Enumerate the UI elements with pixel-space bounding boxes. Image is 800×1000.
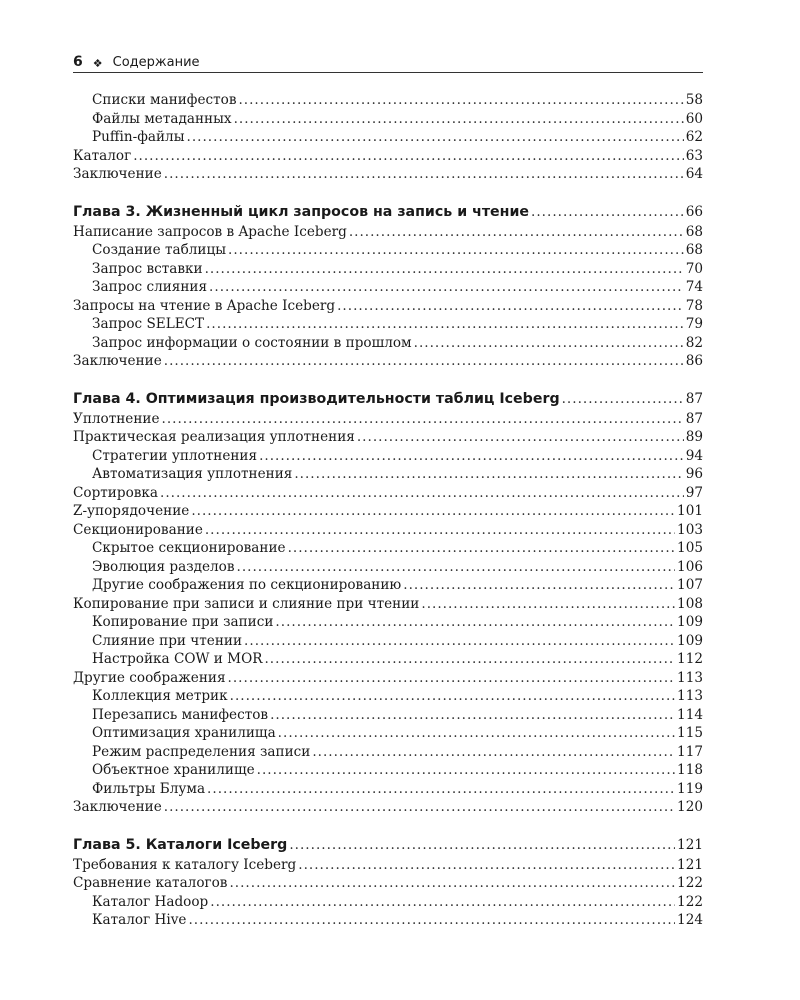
toc-page-number: 113 xyxy=(677,669,703,686)
toc-entry-title: Глава 4. Оптимизация производительности таблиц Iceberg xyxy=(73,390,560,407)
toc-page-number: 124 xyxy=(677,912,703,928)
toc-page-number: 86 xyxy=(685,353,703,369)
ornament-icon: ❖ xyxy=(92,57,103,70)
toc-entry-title: Уплотнение xyxy=(73,410,160,427)
toc-page-number: 97 xyxy=(685,484,703,501)
toc-entry-title: Сортировка xyxy=(73,484,159,501)
toc-page-number: 64 xyxy=(685,166,703,182)
dot-leader xyxy=(403,576,675,595)
toc-entry-title: Требования к каталогу Iceberg xyxy=(73,856,297,873)
dot-leader xyxy=(257,761,675,780)
toc-spacer xyxy=(73,184,703,202)
toc-entry[interactable] xyxy=(73,539,703,558)
dot-leader xyxy=(205,521,675,540)
dot-leader xyxy=(278,724,675,743)
toc-entry-title: Практическая реализация уплотнения xyxy=(73,429,355,445)
toc-page-number: 89 xyxy=(685,429,703,445)
toc-entry-title: Запрос слияния xyxy=(92,279,208,295)
toc-entry-title: Эволюция разделов xyxy=(92,558,235,575)
toc-entry[interactable] xyxy=(73,669,703,688)
dot-leader xyxy=(164,352,684,371)
toc-page-number: 94 xyxy=(685,447,703,464)
toc-entry[interactable] xyxy=(73,687,703,706)
toc-entry-title: Z-упорядочение xyxy=(73,503,190,519)
dot-leader xyxy=(229,874,675,893)
toc-entry-title: Списки манифестов xyxy=(92,92,237,108)
toc-entry[interactable] xyxy=(73,502,703,521)
dot-leader xyxy=(531,202,684,223)
toc-page-number: 122 xyxy=(677,875,703,891)
section-title: Содержание xyxy=(112,55,200,70)
dot-leader xyxy=(259,447,684,466)
toc-entry[interactable] xyxy=(73,743,703,762)
toc-entry-title: Оптимизация хранилища xyxy=(92,725,276,741)
dot-leader xyxy=(187,128,684,147)
dot-leader xyxy=(228,669,676,688)
dot-leader xyxy=(162,410,684,429)
toc-entry[interactable] xyxy=(73,297,703,316)
toc-chapter-entry[interactable] xyxy=(73,835,703,856)
toc-page-number: 74 xyxy=(685,279,703,295)
toc-page-number: 107 xyxy=(677,577,703,593)
dot-leader xyxy=(275,613,675,632)
toc-entry[interactable] xyxy=(73,706,703,725)
toc-page-number: 87 xyxy=(685,410,703,427)
toc-entry-title: Puffin-файлы xyxy=(92,129,185,145)
dot-leader xyxy=(234,110,684,129)
toc-entry[interactable] xyxy=(73,278,703,297)
toc-page-number: 121 xyxy=(677,836,703,853)
dot-leader xyxy=(228,241,684,260)
book-page xyxy=(73,48,703,930)
dot-leader xyxy=(312,743,675,762)
toc-entry[interactable] xyxy=(73,334,703,353)
toc-entry-title: Фильтры Блума xyxy=(92,780,206,797)
toc-page-number: 82 xyxy=(685,334,703,351)
dot-leader xyxy=(133,147,683,166)
toc-entry-title: Копирование при записи xyxy=(92,614,274,630)
toc-entry-title: Стратегии уплотнения xyxy=(92,447,258,464)
dot-leader xyxy=(421,595,675,614)
toc-entry[interactable] xyxy=(73,110,703,129)
toc-entry-title: Создание таблицы xyxy=(92,242,227,258)
running-header xyxy=(73,48,703,73)
dot-leader xyxy=(337,297,684,316)
toc-entry-title: Объектное хранилище xyxy=(92,762,255,778)
dot-leader xyxy=(160,484,684,503)
toc-entry-title: Другие соображения по секционированию xyxy=(92,577,402,593)
dot-leader xyxy=(205,260,684,279)
dot-leader xyxy=(288,539,675,558)
dot-leader xyxy=(164,798,675,817)
toc-entry[interactable] xyxy=(73,558,703,577)
toc-page-number: 63 xyxy=(685,147,703,164)
toc-entry-title: Заключение xyxy=(73,166,162,182)
toc-page-number: 58 xyxy=(685,92,703,108)
toc-entry-title: Режим распределения записи xyxy=(92,743,311,760)
toc-spacer xyxy=(73,817,703,835)
toc-entry[interactable] xyxy=(73,780,703,799)
toc-entry-title: Заключение xyxy=(73,799,162,815)
toc-page-number: 62 xyxy=(685,129,703,145)
toc-entry[interactable] xyxy=(73,465,703,484)
toc-entry[interactable] xyxy=(73,315,703,334)
dot-leader xyxy=(357,428,684,447)
toc-page-number: 121 xyxy=(677,856,703,873)
toc-entry-title: Сравнение каталогов xyxy=(73,875,228,891)
toc-page-number: 118 xyxy=(677,762,703,778)
dot-leader xyxy=(298,856,675,875)
toc-page-number: 117 xyxy=(677,743,703,760)
page-number: 6 xyxy=(73,54,83,70)
toc-page-number: 96 xyxy=(685,466,703,482)
toc-page-number: 101 xyxy=(677,503,703,519)
toc-spacer xyxy=(73,371,703,389)
toc-entry-title: Перезапись манифестов xyxy=(92,706,269,723)
dot-leader xyxy=(270,706,675,725)
toc-entry[interactable] xyxy=(73,128,703,147)
toc-entry[interactable] xyxy=(73,410,703,429)
toc-entry-title: Запрос информации о состоянии в прошлом xyxy=(92,334,412,351)
toc-entry-title: Каталог Hadoop xyxy=(92,893,209,910)
dot-leader xyxy=(264,650,675,669)
toc-page-number: 78 xyxy=(685,297,703,314)
toc-page-number: 114 xyxy=(677,706,703,723)
toc-entry-title: Другие соображения xyxy=(73,669,226,686)
toc-entry[interactable] xyxy=(73,724,703,743)
toc-chapter-entry[interactable] xyxy=(73,389,703,410)
toc-page-number: 109 xyxy=(677,632,703,649)
dot-leader xyxy=(237,558,676,577)
dot-leader xyxy=(294,465,683,484)
toc-entry[interactable] xyxy=(73,447,703,466)
toc-entry[interactable] xyxy=(73,484,703,503)
toc-entry[interactable] xyxy=(73,893,703,912)
toc-entry[interactable] xyxy=(73,874,703,893)
toc-entry-title: Коллекция метрик xyxy=(92,688,228,704)
toc-entry-title: Заключение xyxy=(73,353,162,369)
toc-entry-title: Запрос SELECT xyxy=(92,316,205,332)
dot-leader xyxy=(210,893,675,912)
dot-leader xyxy=(244,632,675,651)
dot-leader xyxy=(349,223,684,242)
toc-page-number: 109 xyxy=(677,614,703,630)
toc-entry[interactable] xyxy=(73,613,703,632)
toc-page-number: 66 xyxy=(685,203,703,220)
toc-entry[interactable] xyxy=(73,798,703,817)
dot-leader xyxy=(191,502,675,521)
toc-entry-title: Каталог xyxy=(73,147,132,164)
toc-page-number: 112 xyxy=(677,651,703,667)
toc-entry[interactable] xyxy=(73,147,703,166)
dot-leader xyxy=(414,334,684,353)
toc-entry-title: Слияние при чтении xyxy=(92,632,243,649)
toc-page-number: 60 xyxy=(685,110,703,127)
toc-page-number: 68 xyxy=(685,242,703,258)
toc-entry-title: Копирование при записи и слияние при чтении xyxy=(73,595,420,612)
toc-entry-title: Скрытое секционирование xyxy=(92,540,286,556)
toc-entry[interactable] xyxy=(73,91,703,110)
toc-entry[interactable] xyxy=(73,595,703,614)
toc-page-number: 122 xyxy=(677,893,703,910)
toc-page-number: 108 xyxy=(677,595,703,612)
dot-leader xyxy=(164,165,684,184)
toc-entry-title: Каталог Hive xyxy=(92,912,187,928)
toc-entry[interactable] xyxy=(73,165,703,184)
dot-leader xyxy=(289,835,675,856)
toc-entry[interactable] xyxy=(73,260,703,279)
toc-entry-title: Глава 5. Каталоги Iceberg xyxy=(73,836,288,853)
toc-entry-title: Написание запросов в Apache Iceberg xyxy=(73,223,347,240)
toc-entry[interactable] xyxy=(73,428,703,447)
toc-page-number: 106 xyxy=(677,558,703,575)
toc-page-number: 115 xyxy=(677,725,703,741)
toc-page-number: 103 xyxy=(677,521,703,538)
toc-entry-title: Глава 3. Жизненный цикл запросов на запись и чтение xyxy=(73,203,530,220)
toc-entry[interactable] xyxy=(73,521,703,540)
toc-page-number: 87 xyxy=(685,390,703,407)
dot-leader xyxy=(562,389,684,410)
dot-leader xyxy=(206,315,684,334)
toc-page-number: 119 xyxy=(677,780,703,797)
dot-leader xyxy=(238,91,683,110)
dot-leader xyxy=(207,780,675,799)
toc-page-number: 113 xyxy=(677,688,703,704)
table-of-contents xyxy=(73,91,703,930)
toc-chapter-entry[interactable] xyxy=(73,202,703,223)
toc-entry[interactable] xyxy=(73,241,703,260)
toc-entry[interactable] xyxy=(73,650,703,669)
toc-entry[interactable] xyxy=(73,352,703,371)
toc-entry-title: Автоматизация уплотнения xyxy=(92,466,293,482)
dot-leader xyxy=(188,911,675,930)
toc-entry[interactable] xyxy=(73,576,703,595)
toc-page-number: 105 xyxy=(677,540,703,556)
toc-page-number: 120 xyxy=(677,799,703,815)
toc-page-number: 79 xyxy=(685,316,703,332)
toc-entry[interactable] xyxy=(73,632,703,651)
toc-entry[interactable] xyxy=(73,761,703,780)
toc-page-number: 68 xyxy=(685,223,703,240)
dot-leader xyxy=(230,687,675,706)
toc-entry-title: Секционирование xyxy=(73,521,203,538)
toc-entry[interactable] xyxy=(73,223,703,242)
toc-entry[interactable] xyxy=(73,856,703,875)
toc-entry-title: Запрос вставки xyxy=(92,260,203,277)
toc-entry-title: Запросы на чтение в Apache Iceberg xyxy=(73,297,336,314)
dot-leader xyxy=(209,278,684,297)
toc-entry-title: Настройка COW и MOR xyxy=(92,651,263,667)
toc-entry-title: Файлы метаданных xyxy=(92,110,232,127)
toc-page-number: 70 xyxy=(685,260,703,277)
toc-entry[interactable] xyxy=(73,911,703,930)
